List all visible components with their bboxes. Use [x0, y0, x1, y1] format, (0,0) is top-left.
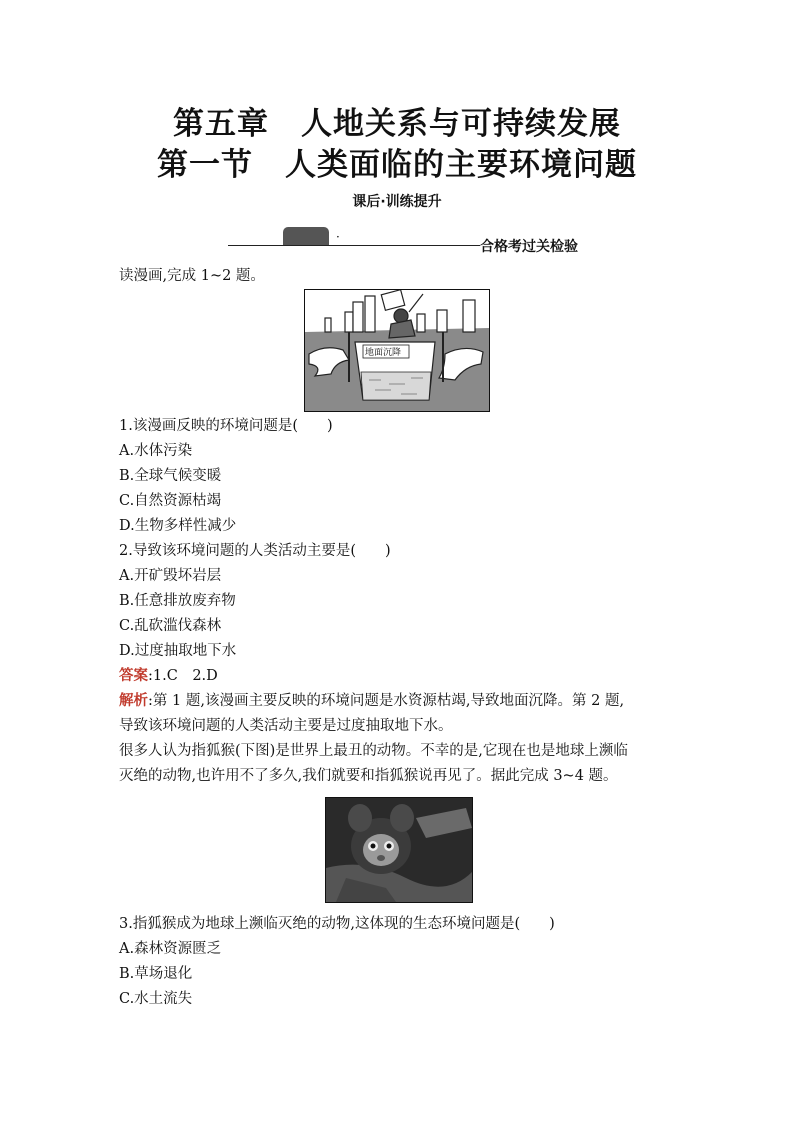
intro-text-2-line-1: 很多人认为指狐猴(下图)是世界上最丑的动物。不幸的是,它现在也是地球上濒临 [119, 743, 628, 759]
cartoon-label: 地面沉降 [365, 348, 402, 358]
q1-stem: 1.该漫画反映的环境问题是( ) [119, 418, 333, 434]
section-tab-decoration [283, 227, 329, 245]
q2-option-a: A.开矿毁坏岩层 [119, 568, 222, 584]
explanation-line-1 [119, 691, 624, 711]
answer-line [119, 666, 218, 686]
q3-option-b: B.草场退化 [119, 966, 193, 982]
section-divider [228, 245, 480, 246]
intro-text-1: 读漫画,完成 1~2 题。 [119, 268, 265, 284]
q2-option-c: C.乱砍滥伐森林 [119, 618, 222, 634]
aye-aye-photo-svg [326, 798, 472, 902]
q2-option-b: B.任意排放废弃物 [119, 593, 236, 609]
q1-option-d: D.生物多样性减少 [119, 518, 237, 534]
subsidence-cartoon [304, 289, 490, 412]
answer-label: 答案 [119, 667, 148, 684]
explanation-label: 解析 [119, 692, 148, 709]
aye-aye-photo [325, 797, 473, 903]
explanation-line-2: 导致该环境问题的人类活动主要是过度抽取地下水。 [119, 718, 453, 734]
explanation-text-1: :第 1 题,该漫画主要反映的环境问题是水资源枯竭,导致地面沉降。第 2 题, [148, 693, 625, 709]
q3-stem: 3.指狐猴成为地球上濒临灭绝的动物,这体现的生态环境问题是( ) [119, 916, 555, 932]
subtitle: 课后·训练提升 [352, 194, 442, 210]
q1-option-c: C.自然资源枯竭 [119, 493, 222, 509]
chapter-title: 第五章 人地关系与可持续发展 [173, 106, 621, 142]
q3-option-c: C.水土流失 [119, 991, 193, 1007]
q3-option-a: A.森林资源匮乏 [119, 941, 222, 957]
section-dot: · [336, 230, 340, 244]
q2-option-d: D.过度抽取地下水 [119, 643, 237, 659]
section-title: 第一节 人类面临的主要环境问题 [157, 147, 637, 183]
answer-text: :1.C 2.D [148, 668, 218, 684]
section-level-label: 合格考过关检验 [480, 239, 578, 255]
q1-option-a: A.水体污染 [119, 443, 193, 459]
subsidence-cartoon-svg [305, 290, 489, 411]
intro-text-2-line-2: 灭绝的动物,也许用不了多久,我们就要和指狐猴说再见了。据此完成 3~4 题。 [119, 768, 618, 784]
q1-option-b: B.全球气候变暖 [119, 468, 222, 484]
q2-stem: 2.导致该环境问题的人类活动主要是( ) [119, 543, 391, 559]
